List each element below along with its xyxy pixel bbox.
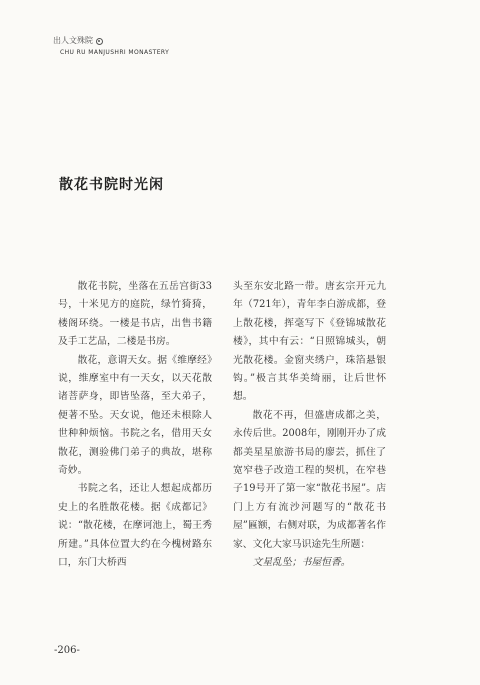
couplet-verse: 文星乱坠；书屋恒香。 [252,557,351,569]
paragraph: 书院之名，还让人想起成都历史上的名胜散花楼。据《成都记》说：“散花楼，在摩诃池上，蜀王秀所建。”具体位置大约在今槐树路东口，东门大桥西 [58,483,212,569]
paragraph: 散花，意谓天女。据《维摩经》说，维摩室中有一天女，以天花散诸菩萨身，即皆坠落，至大弟子，便著不坠。天女说，他还未根除人世种种烦恼。书院之名，借用天女散花，测验佛门弟子的典故，堪称奇妙。 [58,354,212,477]
article-title: 散花书院时光闲 [59,177,164,193]
right-column [233,278,386,573]
paragraph: 散花书院，坐落在五岳宫街33号，十米见方的庭院，绿竹猗猗，楼阁环绕。一楼是书店，出售书籍及手工艺品，二楼是书房。 [58,281,212,348]
section-subtitle: CHU RU MANJUSHRI MONASTERY [60,49,170,56]
left-column [58,278,212,573]
section-title: 出人文殊院 [53,36,93,45]
page-number: -206- [54,645,80,656]
header-top-line [53,36,169,46]
paragraph: 头至东安北路一带。唐玄宗开元九年（721年），青年李白游成都，登上散花楼，挥毫写下《登锦城散花楼》，其中有云：“日照锦城头，朝光散花楼。金窗夹绣户，珠箔悬银钩。”极言其华美绮丽，让后世怀想。 [233,281,386,403]
circle-logo-icon [96,38,103,45]
running-header [53,36,169,56]
paragraph: 散花不再，但盛唐成都之美，永传后世。2008年，刚刚开办了成都美星星旅游书局的廖芸，抓住了宽窄巷子改造工程的契机，在窄巷子19号开了第一家“散花书屋”。店门上方有流沙河题写的“散花书屋”匾额，右侧对联，为成都著名作家、文化大家马识途先生所题： [233,409,386,550]
